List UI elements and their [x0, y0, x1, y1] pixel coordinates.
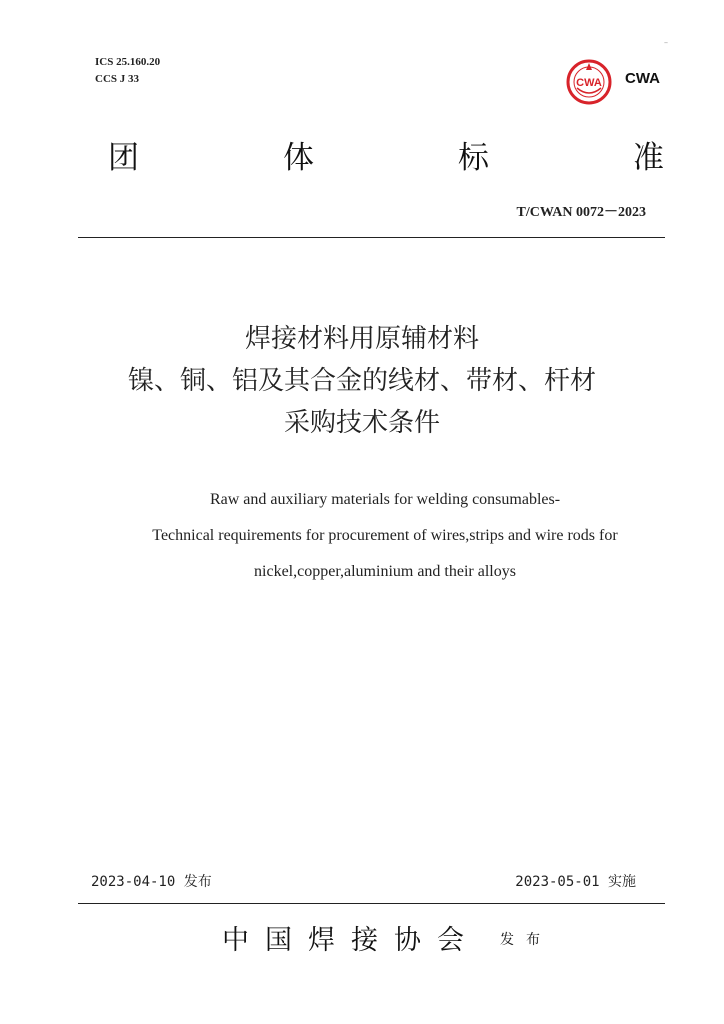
logo-lettering: CWA	[576, 77, 602, 89]
chinese-title-line: 采购技术条件	[283, 408, 440, 438]
top-divider	[78, 237, 665, 238]
doc-type-char: 体	[283, 140, 314, 176]
standard-number: T/CWAN 0072－2023	[516, 205, 646, 220]
publisher-name: 中国焊接协会	[222, 925, 480, 956]
corner-mark: –	[664, 38, 668, 47]
english-title-line: nickel,copper,aluminium and their alloys	[254, 563, 516, 580]
org-abbreviation: CWA	[625, 70, 660, 87]
cwa-logo-icon	[563, 58, 615, 106]
english-title	[0, 482, 724, 590]
chinese-title-line: 镍、铜、铝及其合金的线材、带材、杆材	[127, 366, 596, 396]
bottom-divider	[78, 903, 665, 904]
ics-code: ICS 25.160.20	[95, 56, 161, 68]
chinese-title	[0, 318, 724, 444]
publish-label: 发布	[500, 932, 552, 948]
english-title-line: Technical requirements for procurement of wires,strips and wire rods for	[152, 527, 618, 544]
doc-type-char: 准	[633, 140, 664, 176]
document-type-heading	[108, 138, 664, 178]
doc-type-char: 标	[458, 140, 489, 176]
chinese-title-line: 焊接材料用原辅材料	[244, 324, 479, 354]
issue-date: 2023-04-10 发布	[91, 874, 212, 890]
classification-codes	[95, 54, 160, 88]
implementation-date: 2023-05-01 实施	[515, 874, 636, 890]
english-title-line: Raw and auxiliary materials for welding consumables-	[209, 491, 561, 508]
ccs-code: CCS J 33	[95, 73, 140, 85]
doc-type-char: 团	[108, 140, 139, 176]
